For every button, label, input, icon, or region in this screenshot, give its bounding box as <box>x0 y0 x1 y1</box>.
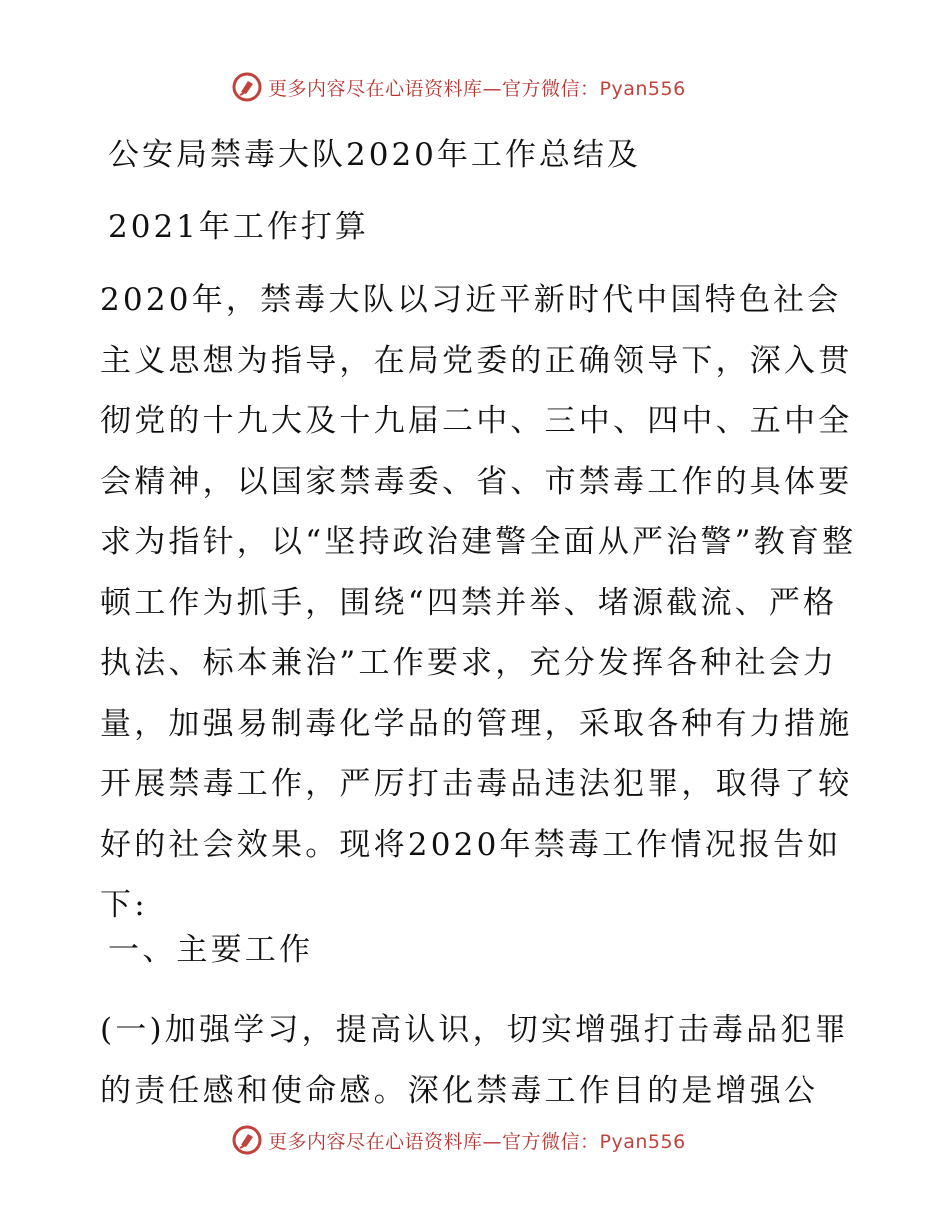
logo-icon <box>232 1125 262 1155</box>
watermark-text: 更多内容尽在心语资料库—官方微信：Pyan556 <box>268 77 686 100</box>
section-heading: 一、主要工作 <box>108 932 314 968</box>
watermark-text: 更多内容尽在心语资料库—官方微信：Pyan556 <box>268 1130 686 1153</box>
footer-watermark <box>232 1125 686 1155</box>
intro-paragraph: 2020年，禁毒大队以习近平新时代中国特色社会主义思想为指导，在局党委的正确领导下，深入贯彻党的十九大及十九届二中、三中、四中、五中全会精神，以国家禁毒委、省、市禁毒工作的具体要求为指针，以“坚持政治建警全面从严治警”教育整顿工作为抓手，围绕“四禁并举、堵源截流、严格执法、标本兼治”工作要求，充分发挥各种社会力量，加强易制毒化学品的管理，采取各种有力措施开展禁毒工作，严厉打击毒品违法犯罪，取得了较好的社会效果。现将2020年禁毒工作情况报告如下: <box>100 282 857 923</box>
document-title-line-2: 2021年工作打算 <box>108 209 369 245</box>
document-title-line-1: 公安局禁毒大队2020年工作总结及 <box>108 137 641 173</box>
subsection-paragraph: (一)加强学习，提高认识，切实增强打击毒品犯罪的责任感和使命感。深化禁毒工作目的是增强公 <box>100 1012 849 1109</box>
logo-icon <box>232 72 262 102</box>
header-watermark <box>232 72 686 102</box>
